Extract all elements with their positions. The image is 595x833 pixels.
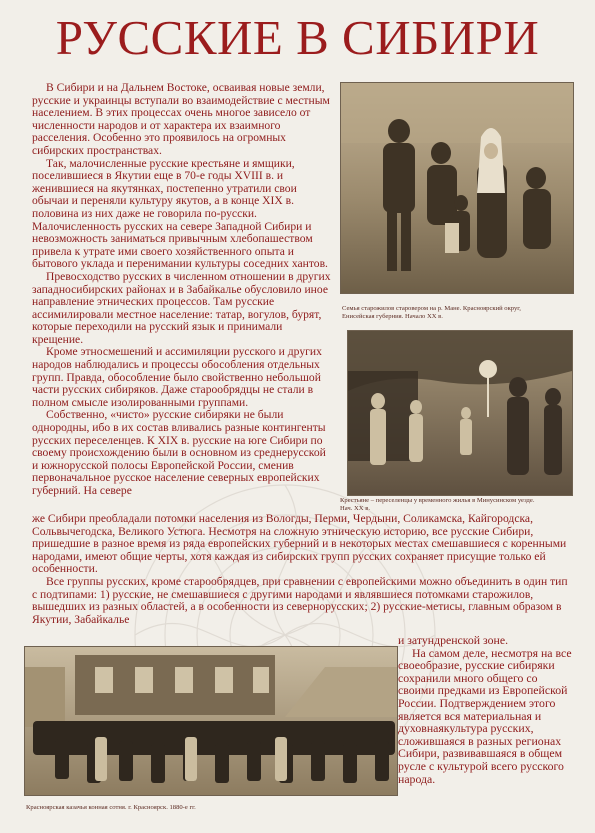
photo-settlers-shelter (347, 330, 573, 496)
paragraph: и затундренской зоне. (398, 633, 509, 647)
photo-caption: Красноярская казачья конная сотня. г. Красноярск. 1880-е гг. (26, 804, 196, 811)
paragraph: Все группы русских, кроме старообрядцев, при сравнении с европейскими можно объединить в один тип с подтипами: 1) русские, не смешавшиеся с другими народами и являвшиеся потомками старожилов, вышедших из разных областей, а в особенности из севернорусских; 2) русские-метисы, главным образом в Якутии, Забайкалье (32, 574, 568, 626)
paragraph: Превосходство русских в численном отношении в других западносибирских районах и в Забайкалье обусловило иное направление этнических процессов. Там русские ассимилировали местное население: татар, вогулов, бурят, которые переходили на русский язык и принимали крещение. (32, 269, 331, 346)
page-title: РУССКИЕ В СИБИРИ (55, 10, 540, 65)
paragraph: Так, малочисленные русские крестьяне и ямщики, поселившиеся в Якутии еще в 70-е годы XVIII в. и женившиеся на якутянках, постепенно утратили свои обычаи и переняли культуру якутов, а в конце XIX в. половина из них даже не говорила по-русски. Малочисленность русских на севере Западной Сибири и невозможность заниматься привычным хлебопашеством привела к утрате ими своего хозяйственного опыта и бытового уклада и перенимании культуры соседних хантов. (32, 156, 328, 271)
photo-caption: Семья старожилов старовером на р. Мане. Красноярский округ, Енисейская губерния. Начало XX в. (342, 305, 521, 320)
text-column-right (398, 634, 574, 785)
text-full-width (32, 513, 570, 626)
paragraph: же Сибири преобладали потомки населения из Вологды, Перми, Чердыни, Соликамска, Кайгородска, Сольвычегодска, Великого Устюга. Несмотря на сложную этническую историю, все русские Сибири, пришедшие в разное время из ряда европейских губерний и в некоторых местах смешавшиеся с коренными народами, имеют общие черты, хотя каждая из сибирских групп русских сохраняет присущие только ей особенности. (32, 512, 567, 576)
paragraph: На самом деле, несмотря на все своеобразие, русские сибиряки сохранили много общего со своими предками из Европейской России. Подтверждением этого является вся материальная и духовнаякультура русских, сложившаяся в разных регионах Сибири, развивавшаяся в общем русле с культурой всего русского народа. (398, 645, 572, 786)
paragraph: Собственно, «чисто» русские сибиряки не были однородны, ибо в их состав вливались разные контингенты русских переселенцев. К XIX в. русские на юге Сибири по своему происхождению были в основном из среднерусской и южнорусской полосы Европейской России, сменив первоначальное русское население северных европейских губерний. На севере (32, 408, 326, 497)
paragraph: В Сибири и на Дальнем Востоке, осваивая новые земли, русские и украинцы вступали во взаимодействие с местным населением. В этих процессах очень многое зависело от численности народов и от характера их взаимного расселения. Особенно это проявилось на огромных сибирских пространствах. (32, 81, 330, 157)
text-column-left (32, 82, 334, 498)
photo-caption: Крестьяне – переселенцы у временного жилья в Минусинском уезде. Нач. XX в. (340, 497, 535, 512)
paragraph: Кроме этносмешений и ассимиляции русского и других народов наблюдались и процессы обособления отдельных групп. Правда, обособление было свойственно небольшой части русских сибиряков. Даже старообрядцы не стали в полном смысле изолированными группами. (32, 345, 322, 409)
photo-family-portrait (340, 82, 574, 294)
photo-cossack-hundred (24, 646, 398, 796)
